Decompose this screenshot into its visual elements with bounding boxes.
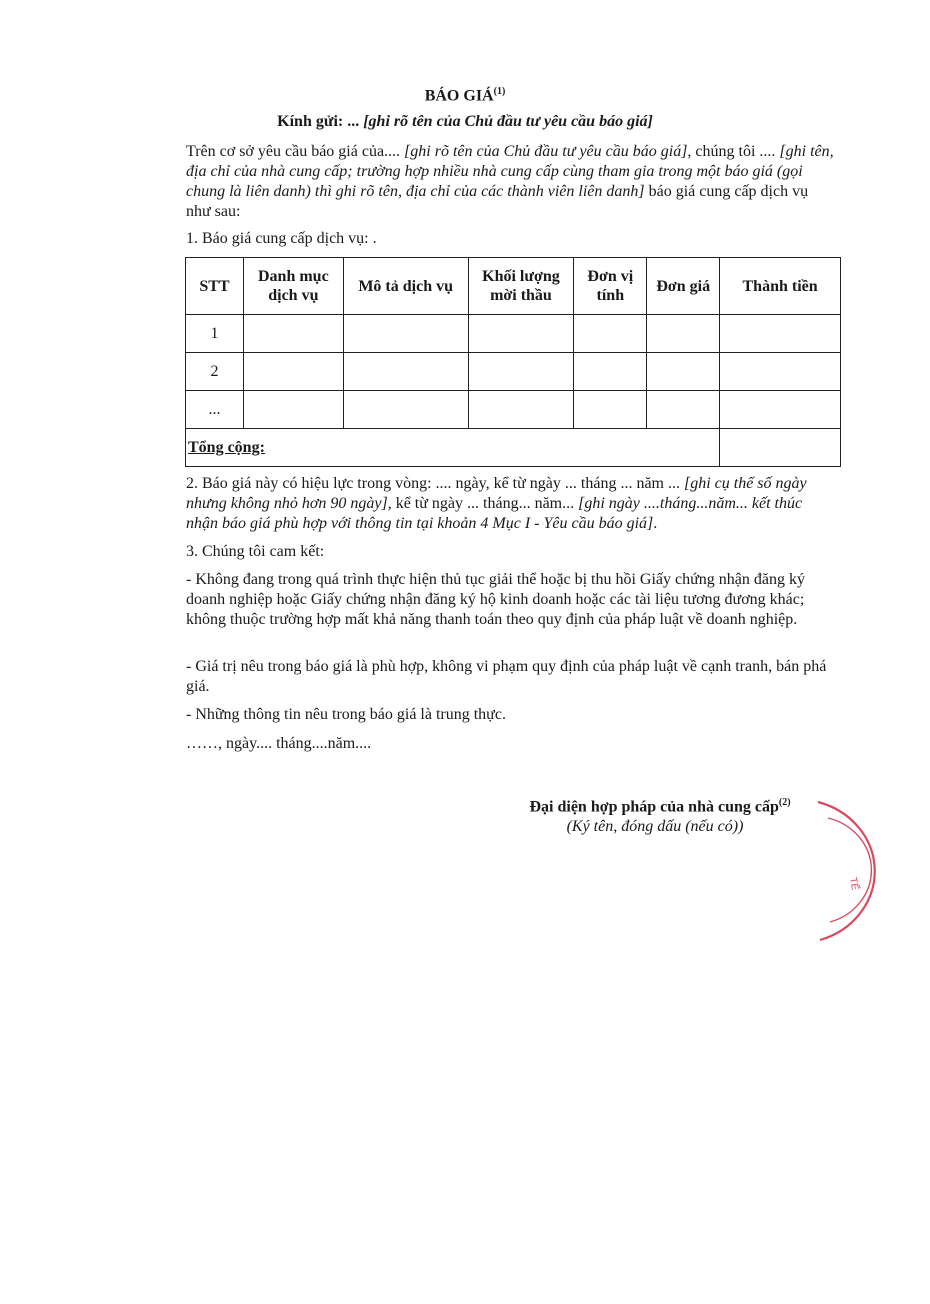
header-danh-muc-line1: Danh mục bbox=[258, 268, 329, 285]
header-khoi-luong-line2: mời thầu bbox=[490, 287, 552, 304]
table-row bbox=[186, 391, 841, 429]
header-stt: STT bbox=[186, 258, 244, 315]
table-cell bbox=[243, 391, 343, 429]
header-don-vi bbox=[574, 258, 647, 315]
table-cell bbox=[243, 315, 343, 353]
header-danh-muc-line2: dịch vụ bbox=[268, 287, 319, 304]
table-cell bbox=[343, 353, 468, 391]
table-row bbox=[186, 315, 841, 353]
header-don-vi-line2: tính bbox=[596, 287, 625, 304]
intro-placeholder-2: [ghi tên, địa chỉ của nhà cung cấp; trường hợp nhiều nhà cung cấp cùng tham gia trong một báo giá (gọi chung là liên danh) thì ghi rõ tên, địa chỉ của các thành viên liên danh] bbox=[186, 143, 834, 200]
greeting bbox=[0, 113, 930, 131]
red-seal-stamp bbox=[790, 790, 890, 950]
section2-paragraph bbox=[186, 474, 836, 534]
signature-title bbox=[480, 797, 840, 816]
section2-text-1: 2. Báo giá này có hiệu lực trong vòng: .... ngày, kể từ ngày ... tháng ... năm ... bbox=[186, 475, 680, 492]
intro-paragraph bbox=[186, 142, 836, 222]
section2-text-3: . bbox=[653, 515, 658, 532]
table-cell bbox=[574, 391, 647, 429]
quote-table bbox=[185, 257, 841, 467]
table-cell bbox=[720, 353, 841, 391]
row-number: 1 bbox=[186, 315, 244, 353]
intro-text-1: Trên cơ sở yêu cầu báo giá của.... bbox=[186, 143, 401, 160]
commitment-1: - Không đang trong quá trình thực hiện thủ tục giải thể hoặc bị thu hồi Giấy chứng nhận đăng ký doanh nghiệp hoặc Giấy chứng nhận đăng ký hộ kinh doanh hoặc các tài liệu tương đương khác; không thuộc trường hợp mất khả năng thanh toán theo quy định của pháp luật về doanh nghiệp. bbox=[186, 571, 805, 628]
row-number: ... bbox=[186, 391, 244, 429]
commitment-3: - Những thông tin nêu trong báo giá là trung thực. bbox=[186, 706, 506, 723]
table-header-row bbox=[186, 258, 841, 315]
section2-placeholder-2: [ghi ngày ....tháng...năm... kết thúc nhận báo giá phù hợp với thông tin tại khoản 4 Mục I - Yêu cầu báo giá] bbox=[186, 495, 803, 532]
section3-heading: 3. Chúng tôi cam kết: bbox=[186, 543, 325, 560]
stamp-text: TẾ bbox=[847, 876, 861, 892]
table-total-row bbox=[186, 429, 841, 467]
table-cell bbox=[343, 391, 468, 429]
table-cell bbox=[720, 315, 841, 353]
header-danh-muc bbox=[243, 258, 343, 315]
section2-placeholder-1: [ghi cụ thể số ngày nhưng không nhỏ hơn 90 ngày] bbox=[186, 475, 807, 512]
header-don-vi-line1: Đơn vị bbox=[587, 268, 634, 285]
greeting-placeholder: [ghi rõ tên của Chủ đầu tư yêu cầu báo giá] bbox=[363, 113, 653, 130]
header-khoi-luong-line1: Khối lượng bbox=[482, 268, 560, 285]
greeting-label: Kính gửi: ... bbox=[277, 113, 360, 130]
header-khoi-luong bbox=[468, 258, 574, 315]
table-cell bbox=[647, 353, 720, 391]
total-value-cell bbox=[720, 429, 841, 467]
table-cell bbox=[343, 315, 468, 353]
table-cell bbox=[647, 391, 720, 429]
table-cell bbox=[574, 315, 647, 353]
title-footnote: (1) bbox=[493, 86, 506, 97]
table-row bbox=[186, 353, 841, 391]
intro-text-2: , chúng tôi .... bbox=[687, 143, 776, 160]
header-don-gia: Đơn giá bbox=[647, 258, 720, 315]
header-mo-ta: Mô tả dịch vụ bbox=[343, 258, 468, 315]
signature-footnote: (2) bbox=[778, 797, 791, 808]
table-cell bbox=[243, 353, 343, 391]
intro-placeholder-1: [ghi rõ tên của Chủ đầu tư yêu cầu báo giá] bbox=[404, 143, 688, 160]
table-cell bbox=[720, 391, 841, 429]
total-label: Tổng cộng: bbox=[186, 429, 720, 467]
signature-title-text: Đại diện hợp pháp của nhà cung cấp bbox=[529, 798, 779, 816]
commitment-2: - Giá trị nêu trong báo giá là phù hợp, không vi phạm quy định của pháp luật về cạnh tranh, bán phá giá. bbox=[186, 658, 827, 695]
section2-text-2: , kể từ ngày ... tháng... năm... bbox=[387, 495, 575, 512]
table-cell bbox=[468, 391, 574, 429]
dateline: ……, ngày.... tháng....năm.... bbox=[186, 735, 372, 752]
title-text: BÁO GIÁ bbox=[424, 87, 494, 105]
intro-text-3: báo giá cung cấp dịch vụ như sau: bbox=[186, 183, 809, 220]
row-number: 2 bbox=[186, 353, 244, 391]
table-cell bbox=[574, 353, 647, 391]
table-cell bbox=[468, 353, 574, 391]
document-title bbox=[0, 86, 930, 105]
header-thanh-tien: Thành tiền bbox=[720, 258, 841, 315]
table-cell bbox=[647, 315, 720, 353]
signature-note: (Ký tên, đóng dấu (nếu có)) bbox=[566, 818, 744, 835]
table-cell bbox=[468, 315, 574, 353]
section1-heading: 1. Báo giá cung cấp dịch vụ: . bbox=[186, 230, 377, 247]
